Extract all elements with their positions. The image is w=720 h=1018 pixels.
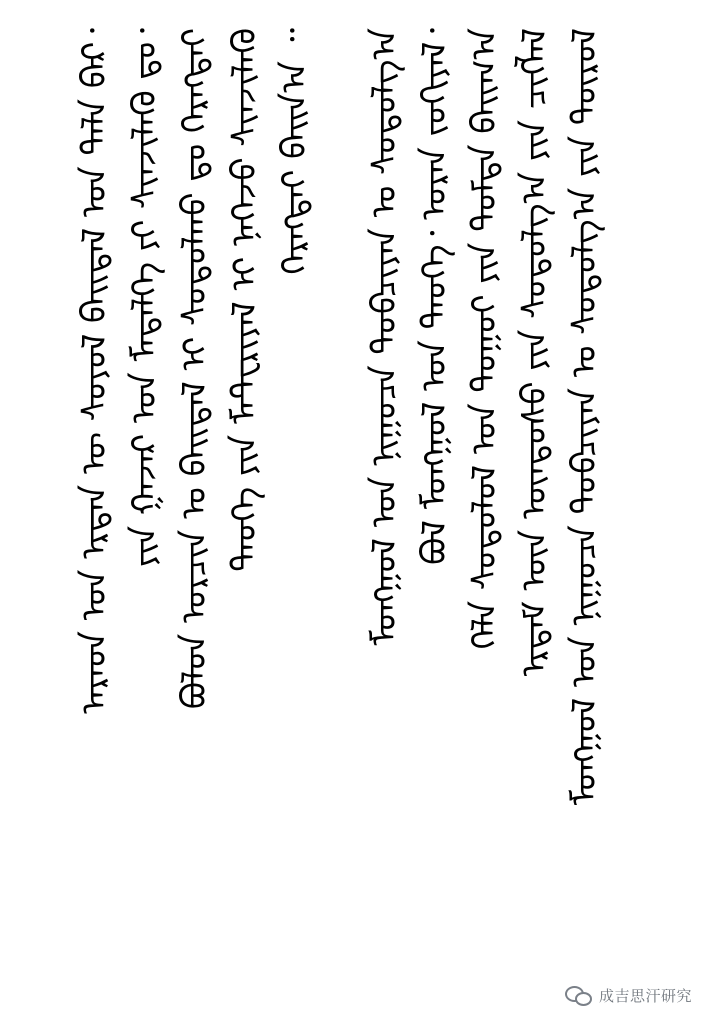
watermark-text: 成吉思汗研究 [598, 986, 692, 1005]
text-column [460, 28, 510, 968]
text-column [120, 28, 170, 968]
text-line: ᠡᠷᠳᠡᠮ ᠦᠨ ᠦᠨᠳᠦᠰᠦ ᠶᠢᠨ ᠰᠤᠳᠤᠯᠭ᠎ᠠ ᠶᠢᠨ ᠴᠢᠭᠯᠡᠯ [515, 28, 555, 677]
text-line: ᠬᠡᠯᠡ ᠰᠤᠳᠤᠯᠤᠯ ᠤᠨ ᠳᠤᠭᠤᠢ ᠶᠢᠨ ᠳᠤᠮᠳᠠ ᠪᠠᠢᠭ᠎ᠠ [465, 28, 505, 650]
text-column [410, 28, 460, 968]
text-column [360, 28, 410, 968]
text-line: ᠲᠡᠦᠬᠡ ᠶᠢᠨ ᠮᠠᠲᠧᠷᠢᠶᠠᠯ ᠢ ᠨᠡᠬᠡᠵᠦ ᠰᠢᠨᠵᠢᠯᠡᠬᠦ [225, 28, 265, 572]
text-line: ᠬᠡᠷᠡᠭᠲᠡᠢ ᠪᠠᠢᠨ᠎ᠠ ᠃ [275, 28, 315, 275]
text-line: ᠶᠢᠨ ᠭᠠᠵᠠᠷ ᠤᠨ ᠮᠡᠳᠡᠯᠭᠡ ᠶᠢ ᠰᠢᠨᠵᠢᠯᠡᠬᠦ ᠳᠤ᠂ [125, 28, 165, 567]
text-line: ᠪᠣᠯ ᠮᠣᠩᠭᠣᠯ ᠤᠨ ᠲᠡᠦᠬᠡ᠂ ᠤᠷᠠᠨ ᠵᠣᠬᠢᠶᠠᠯ᠂ [415, 28, 455, 565]
text-column [560, 28, 610, 968]
text-column [510, 28, 560, 968]
text-column [270, 28, 320, 968]
text-column [170, 28, 220, 968]
text-column [70, 28, 120, 968]
paragraph-gap [320, 28, 360, 978]
text-line: ᠮᠣᠩᠭᠣᠯ ᠤᠨ ᠨᠢᠭᠤᠴᠠ ᠲᠣᠪᠴᠢᠶᠠᠨ ᠤ ᠰᠣᠳᠤᠯᠭ᠎ᠠ [365, 28, 405, 646]
text-line: ᠪᠣᠯᠤᠨ ᠤᠷᠴᠢᠨ ᠤ ᠪᠠᠢᠳᠠᠯ ᠢ ᠰᠣᠳᠤᠯᠬᠤ ᠳᠤ ᠬᠡᠷᠡᠭᠲᠡᠢ [175, 28, 215, 710]
text-column [220, 28, 270, 968]
text-line: ᠠᠷᠠᠳ ᠤᠨ ᠡᠷᠲᠡᠨ ᠦ ᠰᠣᠶᠣᠯ ᠪᠠᠢᠳᠠᠯ ᠤᠨ ᠲᠠᠯᠠ ᠪᠡᠷ᠂ [75, 28, 115, 714]
text-line: ᠮᠣᠩᠭᠣᠯ ᠤᠨ ᠨᠢᠭᠤᠴᠠ ᠲᠣᠪᠴᠢᠶᠠᠨ ᠤ ᠰᠣᠳᠤᠯᠭ᠎ᠠ ᠶᠢᠨ ᠲᠦᠷᠦᠯ [565, 28, 605, 806]
watermark [565, 984, 692, 1006]
wechat-icon [565, 984, 593, 1006]
vertical-text-block [70, 28, 670, 978]
